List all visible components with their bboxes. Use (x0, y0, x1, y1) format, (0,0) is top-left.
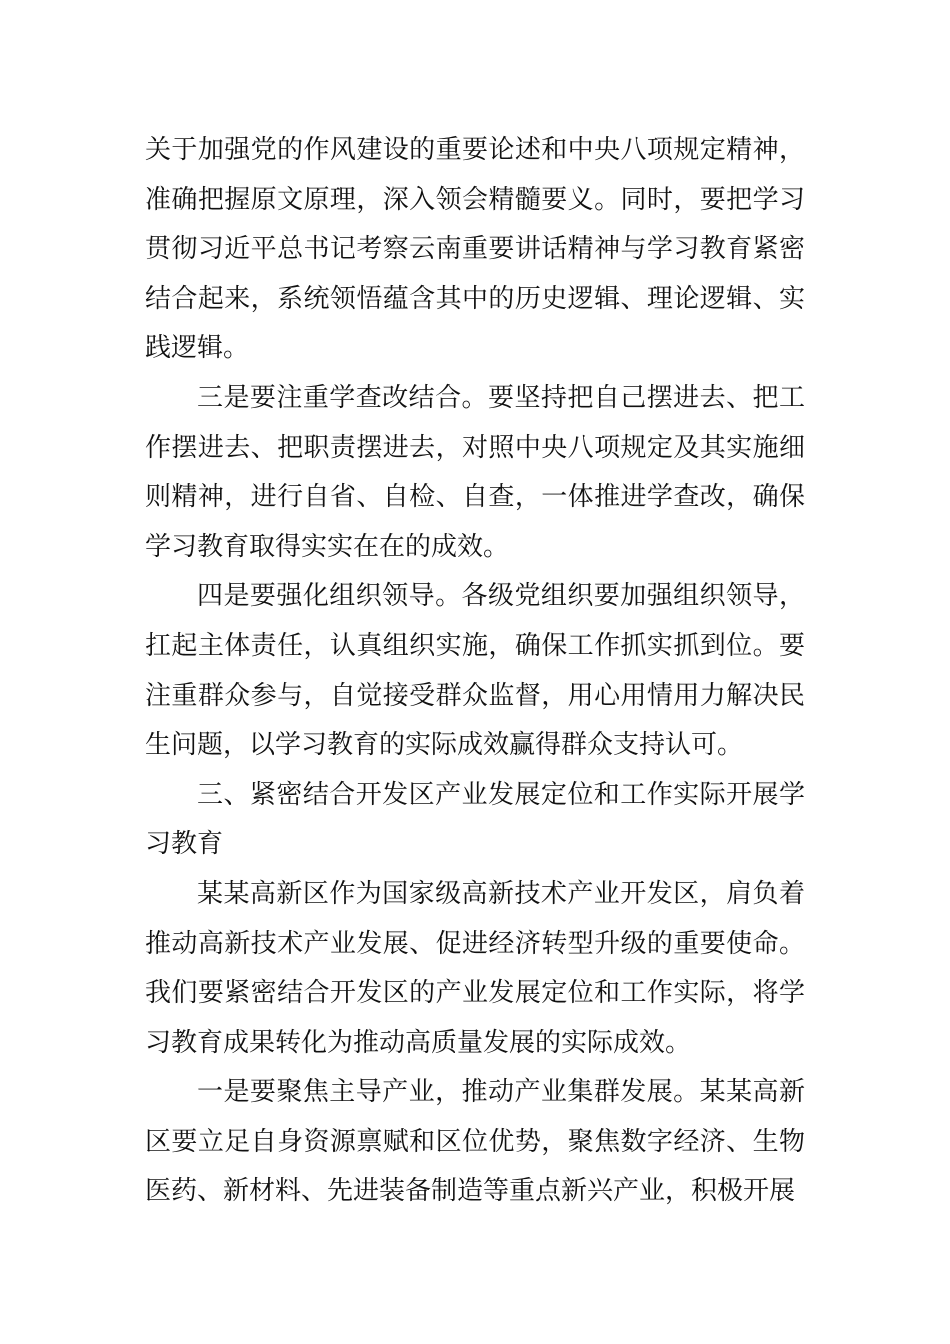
paragraph-5: 某某高新区作为国家级高新技术产业开发区，肩负着推动高新技术产业发展、促进经济转型升级的重要使命。我们要紧密结合开发区的产业发展定位和工作实际，将学习教育成果转化为推动高质量发展的实际成效。 (145, 878, 805, 1058)
section-heading: 三、紧密结合开发区产业发展定位和工作实际开展学习教育 (145, 779, 805, 860)
paragraph-3: 四是要强化组织领导。各级党组织要加强组织领导，扛起主体责任，认真组织实施，确保工作抓实抓到位。要注重群众参与，自觉接受群众监督，用心用情用力解决民生问题，以学习教育的实际成效赢得群众支持认可。 (145, 581, 805, 761)
paragraph-6: 一是要聚焦主导产业，推动产业集群发展。某某高新区要立足自身资源禀赋和区位优势，聚焦数字经济、生物医药、新材料、先进装备制造等重点新兴产业，积极开展 (145, 1077, 805, 1207)
document-body (145, 126, 805, 1217)
paragraph-1: 关于加强党的作风建设的重要论述和中央八项规定精神，准确把握原文原理，深入领会精髓要义。同时，要把学习贯彻习近平总书记考察云南重要讲话精神与学习教育紧密结合起来，系统领悟蕴含其中的历史逻辑、理论逻辑、实践逻辑。 (145, 135, 805, 364)
paragraph-2: 三是要注重学查改结合。要坚持把自己摆进去、把工作摆进去、把职责摆进去，对照中央八项规定及其实施细则精神，进行自省、自检、自查，一体推进学查改，确保学习教育取得实实在在的成效。 (145, 382, 805, 562)
